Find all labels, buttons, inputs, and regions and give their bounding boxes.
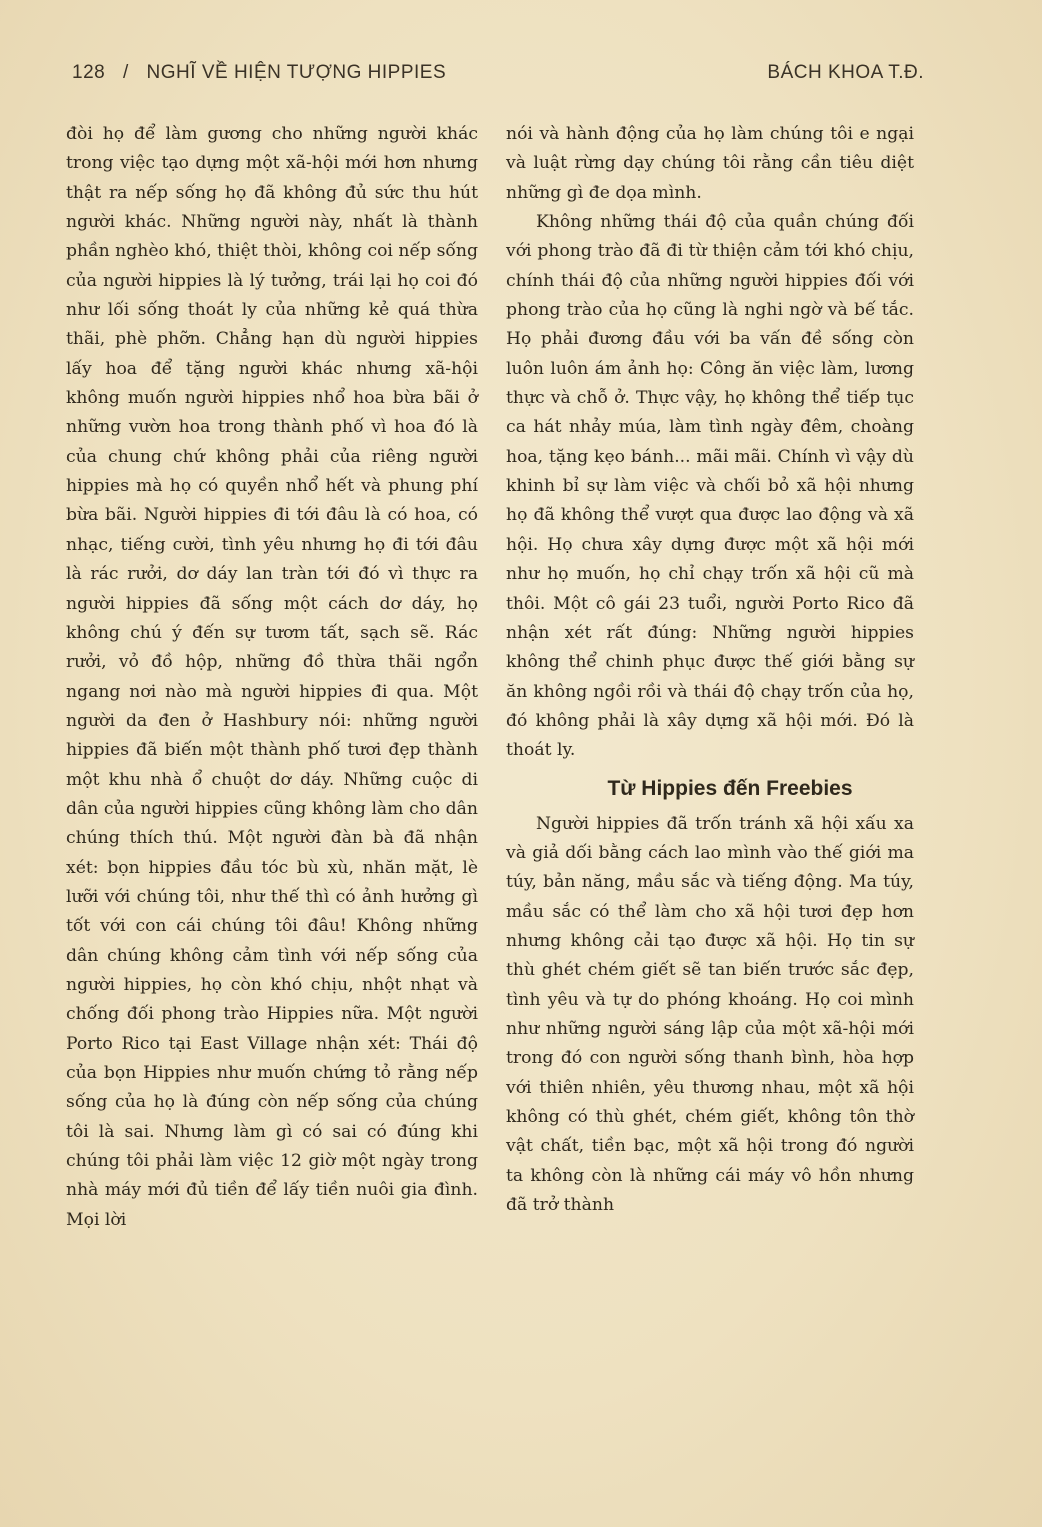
running-header <box>72 62 924 92</box>
header-separator: / <box>122 62 129 83</box>
page-number: 128 <box>72 62 106 83</box>
right-column <box>506 120 914 1220</box>
right-paragraph-1: nói và hành động của họ làm chúng tôi e ngại và luật rừng dạy chúng tôi rằng cần tiêu diệt những gì đe dọa mình. <box>506 124 914 203</box>
right-paragraph-2: Không những thái độ của quần chúng đối với phong trào đã đi từ thiện cảm tới khó chịu, chính thái độ của những người hippies đối với phong trào của họ cũng là nghi ngờ và bế tắc. Họ phải đương đầu với ba vấn đề sống còn luôn luôn ám ảnh họ: Công ăn việc làm, lương thực và chỗ ở. Thực vậy, họ không thể tiếp tục ca hát nhảy múa, làm tình ngày đêm, choàng hoa, tặng kẹo bánh... mãi mãi. Chính vì vậy dù khinh bỉ sự làm việc và chối bỏ xã hội nhưng họ đã không thể vượt qua được lao động và xã hội. Họ chưa xây dựng được một xã hội mới như họ muốn, họ chỉ chạy trốn xã hội cũ mà thôi. Một cô gái 23 tuổi, người Porto Rico đã nhận xét rất đúng: Những người hippies không thể chinh phục được thế giới bằng sự ăn không ngồi rồi và thái độ chạy trốn của họ, đó không phải là xây dựng xã hội mới. Đó là thoát ly. <box>506 212 914 761</box>
section-subheading: Từ Hippies đến Freebies <box>607 776 853 800</box>
right-paragraph-3: Người hippies đã trốn tránh xã hội xấu xa và giả dối bằng cách lao mình vào thế giới ma túy, bản năng, mầu sắc và tiếng động. Ma túy, mầu sắc có thể làm cho xã hội tươi đẹp hơn nhưng không cải tạo được xã hội. Họ tin sự thù ghét chém giết sẽ tan biến trước sắc đẹp, tình yêu và tự do phóng khoáng. Họ coi mình như những người sáng lập của một xã-hội mới trong đó con người sống thanh bình, hòa hợp với thiên nhiên, yêu thương nhau, một xã hội không có thù ghét, chém giết, không tôn thờ vật chất, tiền bạc, một xã hội trong đó người ta không còn là những cái máy vô hồn nhưng đã trở thành <box>506 813 914 1216</box>
header-left <box>72 62 458 84</box>
left-column <box>66 120 478 1235</box>
article-title: NGHĨ VỀ HIỆN TƯỢNG HIPPIES <box>146 62 447 83</box>
magazine-name: BÁCH KHOA T.Đ. <box>767 62 924 83</box>
left-paragraph-1: đòi họ để làm gương cho những người khác trong việc tạo dựng một xã-hội mới hơn nhưng thật ra nếp sống họ đã không đủ sức thu hút người khác. Những người này, nhất là thành phần nghèo khó, thiệt thòi, không coi nếp sống của người hippies là lý tưởng, trái lại họ coi đó như lối sống thoát ly của những kẻ quá thừa thãi, phè phỡn. Chẳng hạn dù người hippies lấy hoa để tặng người khác nhưng xã-hội không muốn người hippies nhổ hoa bừa bãi ở những vườn hoa trong thành phố vì hoa đó là của chung chứ không phải của riêng người hippies mà họ có quyền nhổ hết và phung phí bừa bãi. Người hippies đi tới đâu là có hoa, có nhạc, tiếng cười, tình yêu nhưng họ đi tới đâu là rác rưởi, dơ dáy lan tràn tới đó vì thực ra người hippies đã sống một cách dơ dáy, họ không chú ý đến sự tươm tất, sạch sẽ. Rác rưởi, vỏ đồ hộp, những đồ thừa thãi ngổn ngang nơi nào mà người hippies đi qua. Một người da đen ở Hashbury nói: những người hippies đã biến một thành phố tươi đẹp thành một khu nhà ổ chuột dơ dáy. Những cuộc di dân của người hippies cũng không làm cho dân chúng thích thú. Một người đàn bà đã nhận xét: bọn hippies đầu tóc bù xù, nhăn mặt, lè lưỡi với chúng tôi, như thế thì có ảnh hưởng gì tốt với con cái chúng tôi đâu! Không những dân chúng không cảm tình với nếp sống của người hippies, họ còn khó chịu, nhột nhạt và chống đối phong trào Hippies nữa. Một người Porto Rico tại East Village nhận xét: Thái độ của bọn Hippies như muốn chứng tỏ rằng nếp sống của họ là đúng còn nếp sống của chúng tôi là sai. Nhưng làm gì có sai có đúng khi chúng tôi phải làm việc 12 giờ một ngày trong nhà máy mới đủ tiền để lấy tiền nuôi gia đình. Mọi lời <box>66 124 478 1230</box>
